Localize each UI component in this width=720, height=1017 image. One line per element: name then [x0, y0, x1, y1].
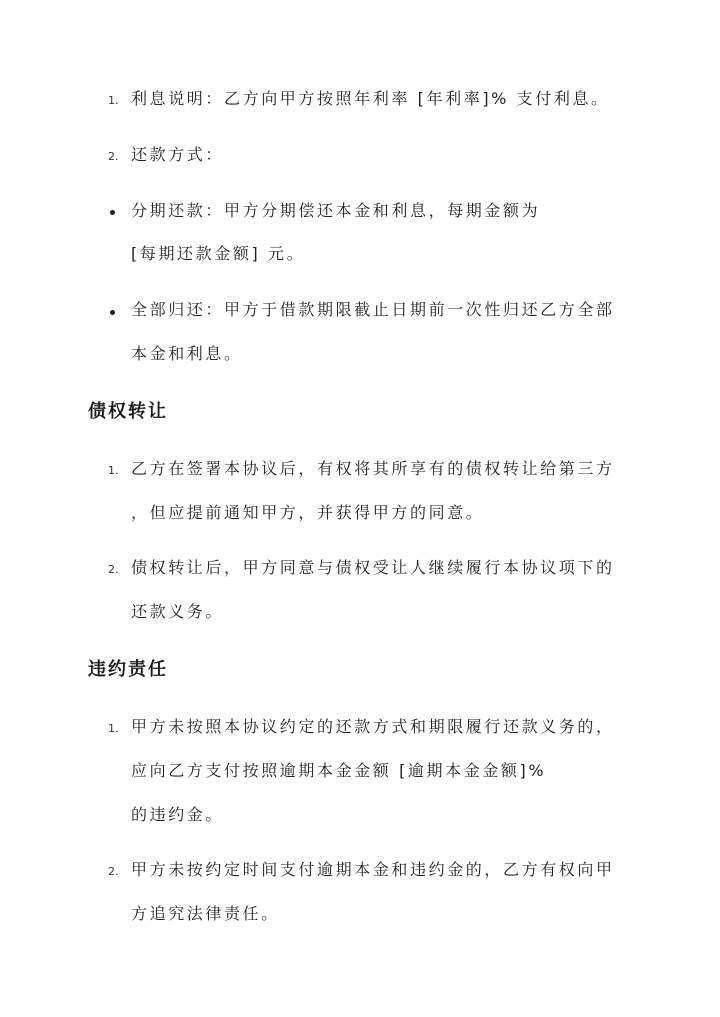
- list-item-transfer-right-cont: ，但应提前通知甲方，并获得甲方的同意。: [131, 503, 485, 522]
- section-heading-breach-liability: 违约责任: [88, 659, 168, 680]
- list-marker: 1.: [108, 722, 119, 735]
- list-item-transfer-right: 乙方在签署本协议后，有权将其所享有的债权转让给第三方: [131, 459, 615, 478]
- bullet-dot: [110, 310, 115, 315]
- list-marker: 2.: [108, 563, 119, 576]
- bullet-item-full-return: 全部归还：甲方于借款期限截止日期前一次性归还乙方全部: [131, 300, 615, 319]
- list-item-transfer-obligation-cont: 还款义务。: [131, 602, 225, 621]
- list-marker: 2.: [108, 150, 119, 163]
- list-item-late-payment: 甲方未按照本协议约定的还款方式和期限履行还款义务的，: [131, 717, 615, 736]
- list-item-legal-action: 甲方未按约定时间支付逾期本金和违约金的，乙方有权向甲: [131, 860, 615, 879]
- list-item-transfer-obligation: 债权转让后，甲方同意与债权受让人继续履行本协议项下的: [131, 558, 615, 577]
- list-marker: 1.: [108, 464, 119, 477]
- list-item-repayment-method: 还款方式：: [131, 145, 225, 164]
- list-item-legal-action-cont: 方追究法律责任。: [131, 904, 280, 923]
- bullet-dot: [110, 210, 115, 215]
- bullet-item-full-return-cont: 本金和利息。: [131, 344, 243, 363]
- list-item-interest-description: 利息说明：乙方向甲方按照年利率 [年利率]% 支付利息。: [131, 89, 610, 108]
- bullet-item-installment-cont: [每期还款金额] 元。: [131, 244, 306, 263]
- list-marker: 1.: [108, 94, 119, 107]
- section-heading-debt-transfer: 债权转让: [88, 401, 168, 422]
- list-marker: 2.: [108, 865, 119, 878]
- bullet-item-installment: 分期还款：甲方分期偿还本金和利息，每期金额为: [131, 201, 541, 220]
- list-item-late-payment-cont-2: 的违约金。: [131, 805, 225, 824]
- list-item-late-payment-cont: 应向乙方支付按照逾期本金金额 [逾期本金金额]%: [131, 761, 547, 780]
